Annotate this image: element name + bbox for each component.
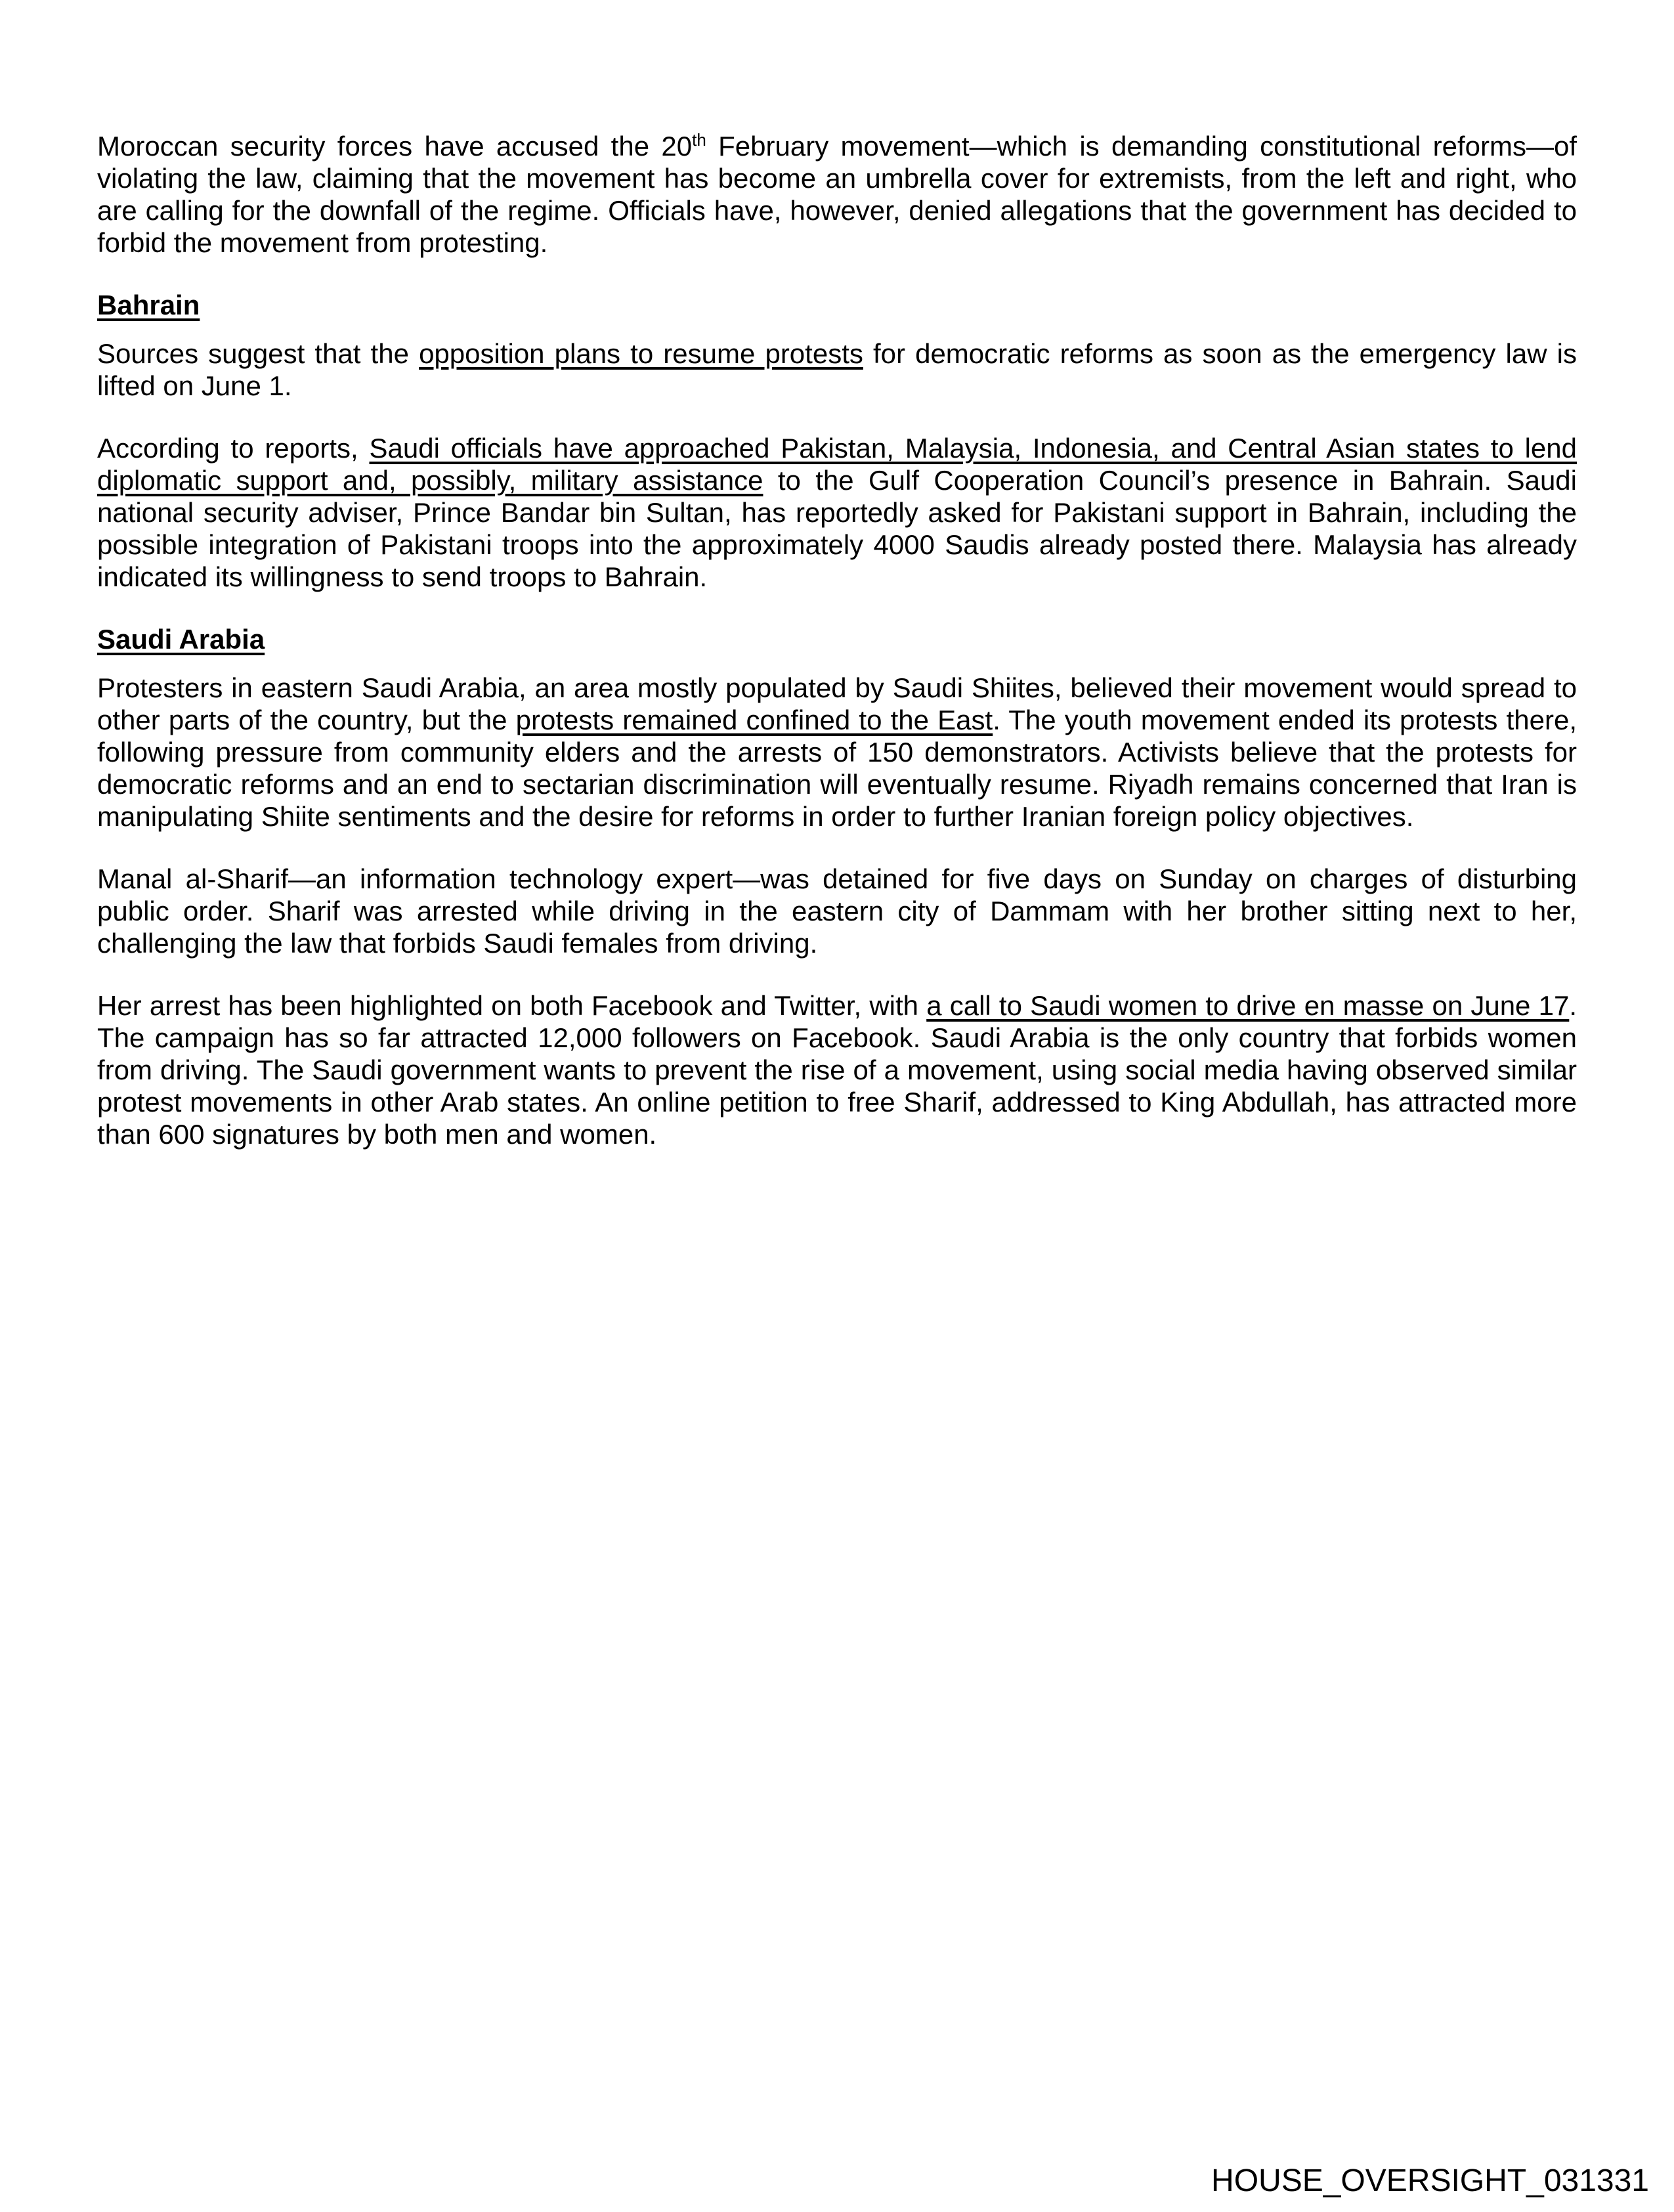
paragraph-manal-al-sharif bbox=[97, 863, 1577, 959]
bates-number: HOUSE_OVERSIGHT_031331 bbox=[1211, 2163, 1649, 2198]
underlined-text-segment: a call to Saudi women to drive en masse on June 17 bbox=[926, 990, 1570, 1021]
underlined-text-segment: opposition plans to resume protests bbox=[419, 338, 863, 369]
text-segment: to the Gulf Cooperation Council’s presence in Bahrain. Saudi national security adviser, Prince Bandar bin Sultan, has reportedly asked for Pakistani support in Bahrain, including the possible integration of Pakistani troops into the approximately 4000 Saudis already posted there. Malaysia has already indicated its willingness to send troops to Bahrain. bbox=[97, 465, 1577, 592]
document-body bbox=[97, 130, 1577, 1181]
text-segment: Protesters in eastern Saudi Arabia, an area mostly populated by Saudi Shiites, believed their movement would spread to other parts of the country, but the bbox=[97, 672, 1577, 735]
text-segment: Manal al-Sharif—an information technology expert—was detained for five days on Sunday on charges of disturbing public order. Sharif was arrested while driving in the eastern city of Dammam with her brother sitting next to her, challenging the law that forbids Saudi females from driving. bbox=[97, 863, 1577, 959]
text-segment: Sources suggest that the bbox=[97, 338, 419, 369]
text-segment: . The campaign has so far attracted 12,000 followers on Facebook. Saudi Arabia is the only country that forbids women from driving. The Saudi government wants to prevent the rise of a movement, using social media having observed similar protest movements in other Arab states. An online petition to free Sharif, addressed to King Abdullah, has attracted more than 600 signatures by both men and women. bbox=[97, 990, 1577, 1150]
text-segment: According to reports, bbox=[97, 433, 370, 464]
paragraph-bahrain-reports bbox=[97, 432, 1577, 593]
text-segment: Her arrest has been highlighted on both Facebook and Twitter, with bbox=[97, 990, 927, 1021]
paragraph-morocco bbox=[97, 130, 1577, 259]
paragraph-saudi-protesters bbox=[97, 672, 1577, 833]
section-heading-saudi-arabia: Saudi Arabia bbox=[97, 624, 265, 655]
text-segment: Moroccan security forces have accused the 20 bbox=[97, 131, 693, 162]
text-segment: . The youth movement ended its protests there, following pressure from community elders and the arrests of 150 demonstrators. Activists believe that the protests for democratic reforms and an end to sectarian discrimination will eventually resume. Riyadh remains concerned that Iran is manipulating Shiite sentiments and the desire for reforms in order to further Iranian foreign policy objectives. bbox=[97, 705, 1577, 832]
text-segment: February movement—which is demanding constitutional reforms—of violating the law, claiming that the movement has become an umbrella cover for extremists, from the left and right, who are calling for the downfall of the regime. Officials have, however, denied allegations that the government has decided to forbid the movement from protesting. bbox=[97, 131, 1577, 258]
paragraph-bahrain-sources bbox=[97, 337, 1577, 402]
underlined-text-segment: Saudi officials have approached Pakistan, Malaysia, Indonesia, and Central Asian states to lend diplomatic support and, possibly, military assistance bbox=[97, 433, 1577, 496]
ordinal-superscript: th bbox=[692, 130, 706, 150]
text-segment: for democratic reforms as soon as the emergency law is lifted on June 1. bbox=[97, 338, 1577, 401]
section-heading-bahrain: Bahrain bbox=[97, 290, 200, 320]
underlined-text-segment: protests remained confined to the East bbox=[515, 705, 993, 735]
paragraph-arrest-campaign bbox=[97, 989, 1577, 1150]
